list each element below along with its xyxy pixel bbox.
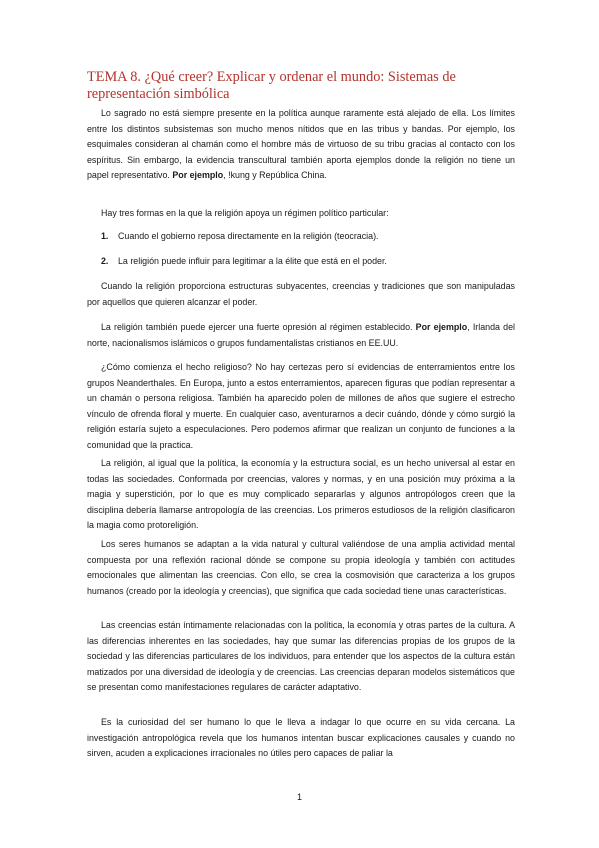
paragraph-3 <box>87 279 515 310</box>
paragraph-1-text: Lo sagrado no está siempre presente en la política aunque raramente está alejado de ella. Los límites entre los distintos subsistemas son mucho menos nítidos que en las tribus y bandas. Por ejemplo, los esquimales consideran al chamán como el hombre más de virtuoso de su tribu gracias al contacto con los espíritus. Sin embargo, la evidencia transcultural también aporta ejemplos donde la religión no tiene un papel representativo. <box>87 108 515 181</box>
paragraph-4-after: , Irlanda del norte, nacionalismos islámicos o grupos fundamentalistas cristianos en EE.UU. <box>87 322 515 348</box>
paragraph-6 <box>87 456 515 534</box>
paragraph-7 <box>87 537 515 599</box>
paragraph-4-text: La religión también puede ejercer una fuerte opresión al régimen establecido. <box>101 322 416 332</box>
paragraph-8-text: Las creencias están íntimamente relacionadas con la política, la economía y otras partes de la cultura. A las diferencias inherentes en las sociedades, hay que sumar las diferencias propias de los grupos de la sociedad y las diferencias particulares de los individuos, para entender que los aspectos de la cultura están matizados por una diversidad de ideología y de creencias. Las creencias deparan modelos sistemáticos que se presentan como manifestaciones regulares de carácter adaptativo. <box>87 620 515 693</box>
document-title: TEMA 8. ¿Qué creer? Explicar y ordenar el mundo: Sistemas de representación simbólica <box>87 69 456 102</box>
list-item <box>101 229 379 245</box>
paragraph-1-bold: Por ejemplo <box>172 170 224 181</box>
paragraph-2 <box>87 206 515 222</box>
list-item-text: Cuando el gobierno reposa directamente en la religión (teocracia). <box>118 231 379 241</box>
list-item-text: La religión puede influir para legitimar a la élite que está en el poder. <box>118 256 387 266</box>
paragraph-3-text: Cuando la religión proporciona estructuras subyacentes, creencias y tradiciones que son manipuladas por aquellos que quieren alcanzar el poder. <box>87 281 515 307</box>
paragraph-7-text: Los seres humanos se adaptan a la vida natural y cultural valiéndose de una amplia actividad mental compuesta por una reflexión racional dónde se compone su propia ideología y también con actitudes emocionales que alimentan las creencias. Con ello, se crea la cosmovisión que caracteriza a los grupos humanos (creado por la ideología y creencias), que significa que cada sociedad tiene unas características. <box>87 539 515 596</box>
page-number: 1 <box>296 792 302 802</box>
list-item-number: 2. <box>101 256 109 266</box>
paragraph-5 <box>87 360 515 454</box>
paragraph-1-after: , !kung y República China. <box>223 170 327 181</box>
paragraph-5-text: ¿Cómo comienza el hecho religioso? No hay certezas pero sí evidencias de enterramientos entre los grupos Neanderthales. En Europa, junto a estos enterramientos, aparecen figuras que podían representar a un chamán o persona religiosa. También ha aparecido polen de millones de años que sugiere el estrecho vínculo de ofrenda floral y muerte. En cualquier caso, aventurarnos a decir cuándo, dónde y cómo surgió la religión estaría sujeto a especulaciones. Pero podemos afirmar que realizan un conjunto de funciones a la comunidad que la practica. <box>87 362 515 450</box>
paragraph-6-text: La religión, al igual que la política, la economía y la estructura social, es un hecho universal al estar en todas las sociedades. Conformada por creencias, valores y normas, y en una posición muy próxima a la magia y superstición, por lo que es muy complicado separarlas y algunos antropólogos creen que la disciplina debería llamarse antropología de las creencias. Los primeros estudiosos de la religión clasificaron la magia como protoreligión. <box>87 458 515 531</box>
paragraph-9-text: Es la curiosidad del ser humano lo que le lleva a indagar lo que ocurre en su vida cercana. La investigación antropológica revela que los humanos intentan buscar explicaciones causales y cuando no sirven, acuden a explicaciones irracionales no útiles pero capaces de paliar la <box>87 717 515 759</box>
paragraph-4 <box>87 320 515 351</box>
paragraph-8 <box>87 618 515 696</box>
paragraph-4-bold: Por ejemplo <box>415 322 468 332</box>
paragraph-2-text: Hay tres formas en la que la religión apoya un régimen político particular: <box>101 208 389 218</box>
paragraph-1 <box>87 106 515 184</box>
list-item-number: 1. <box>101 231 109 241</box>
paragraph-9 <box>87 715 515 762</box>
list-item <box>101 254 387 270</box>
